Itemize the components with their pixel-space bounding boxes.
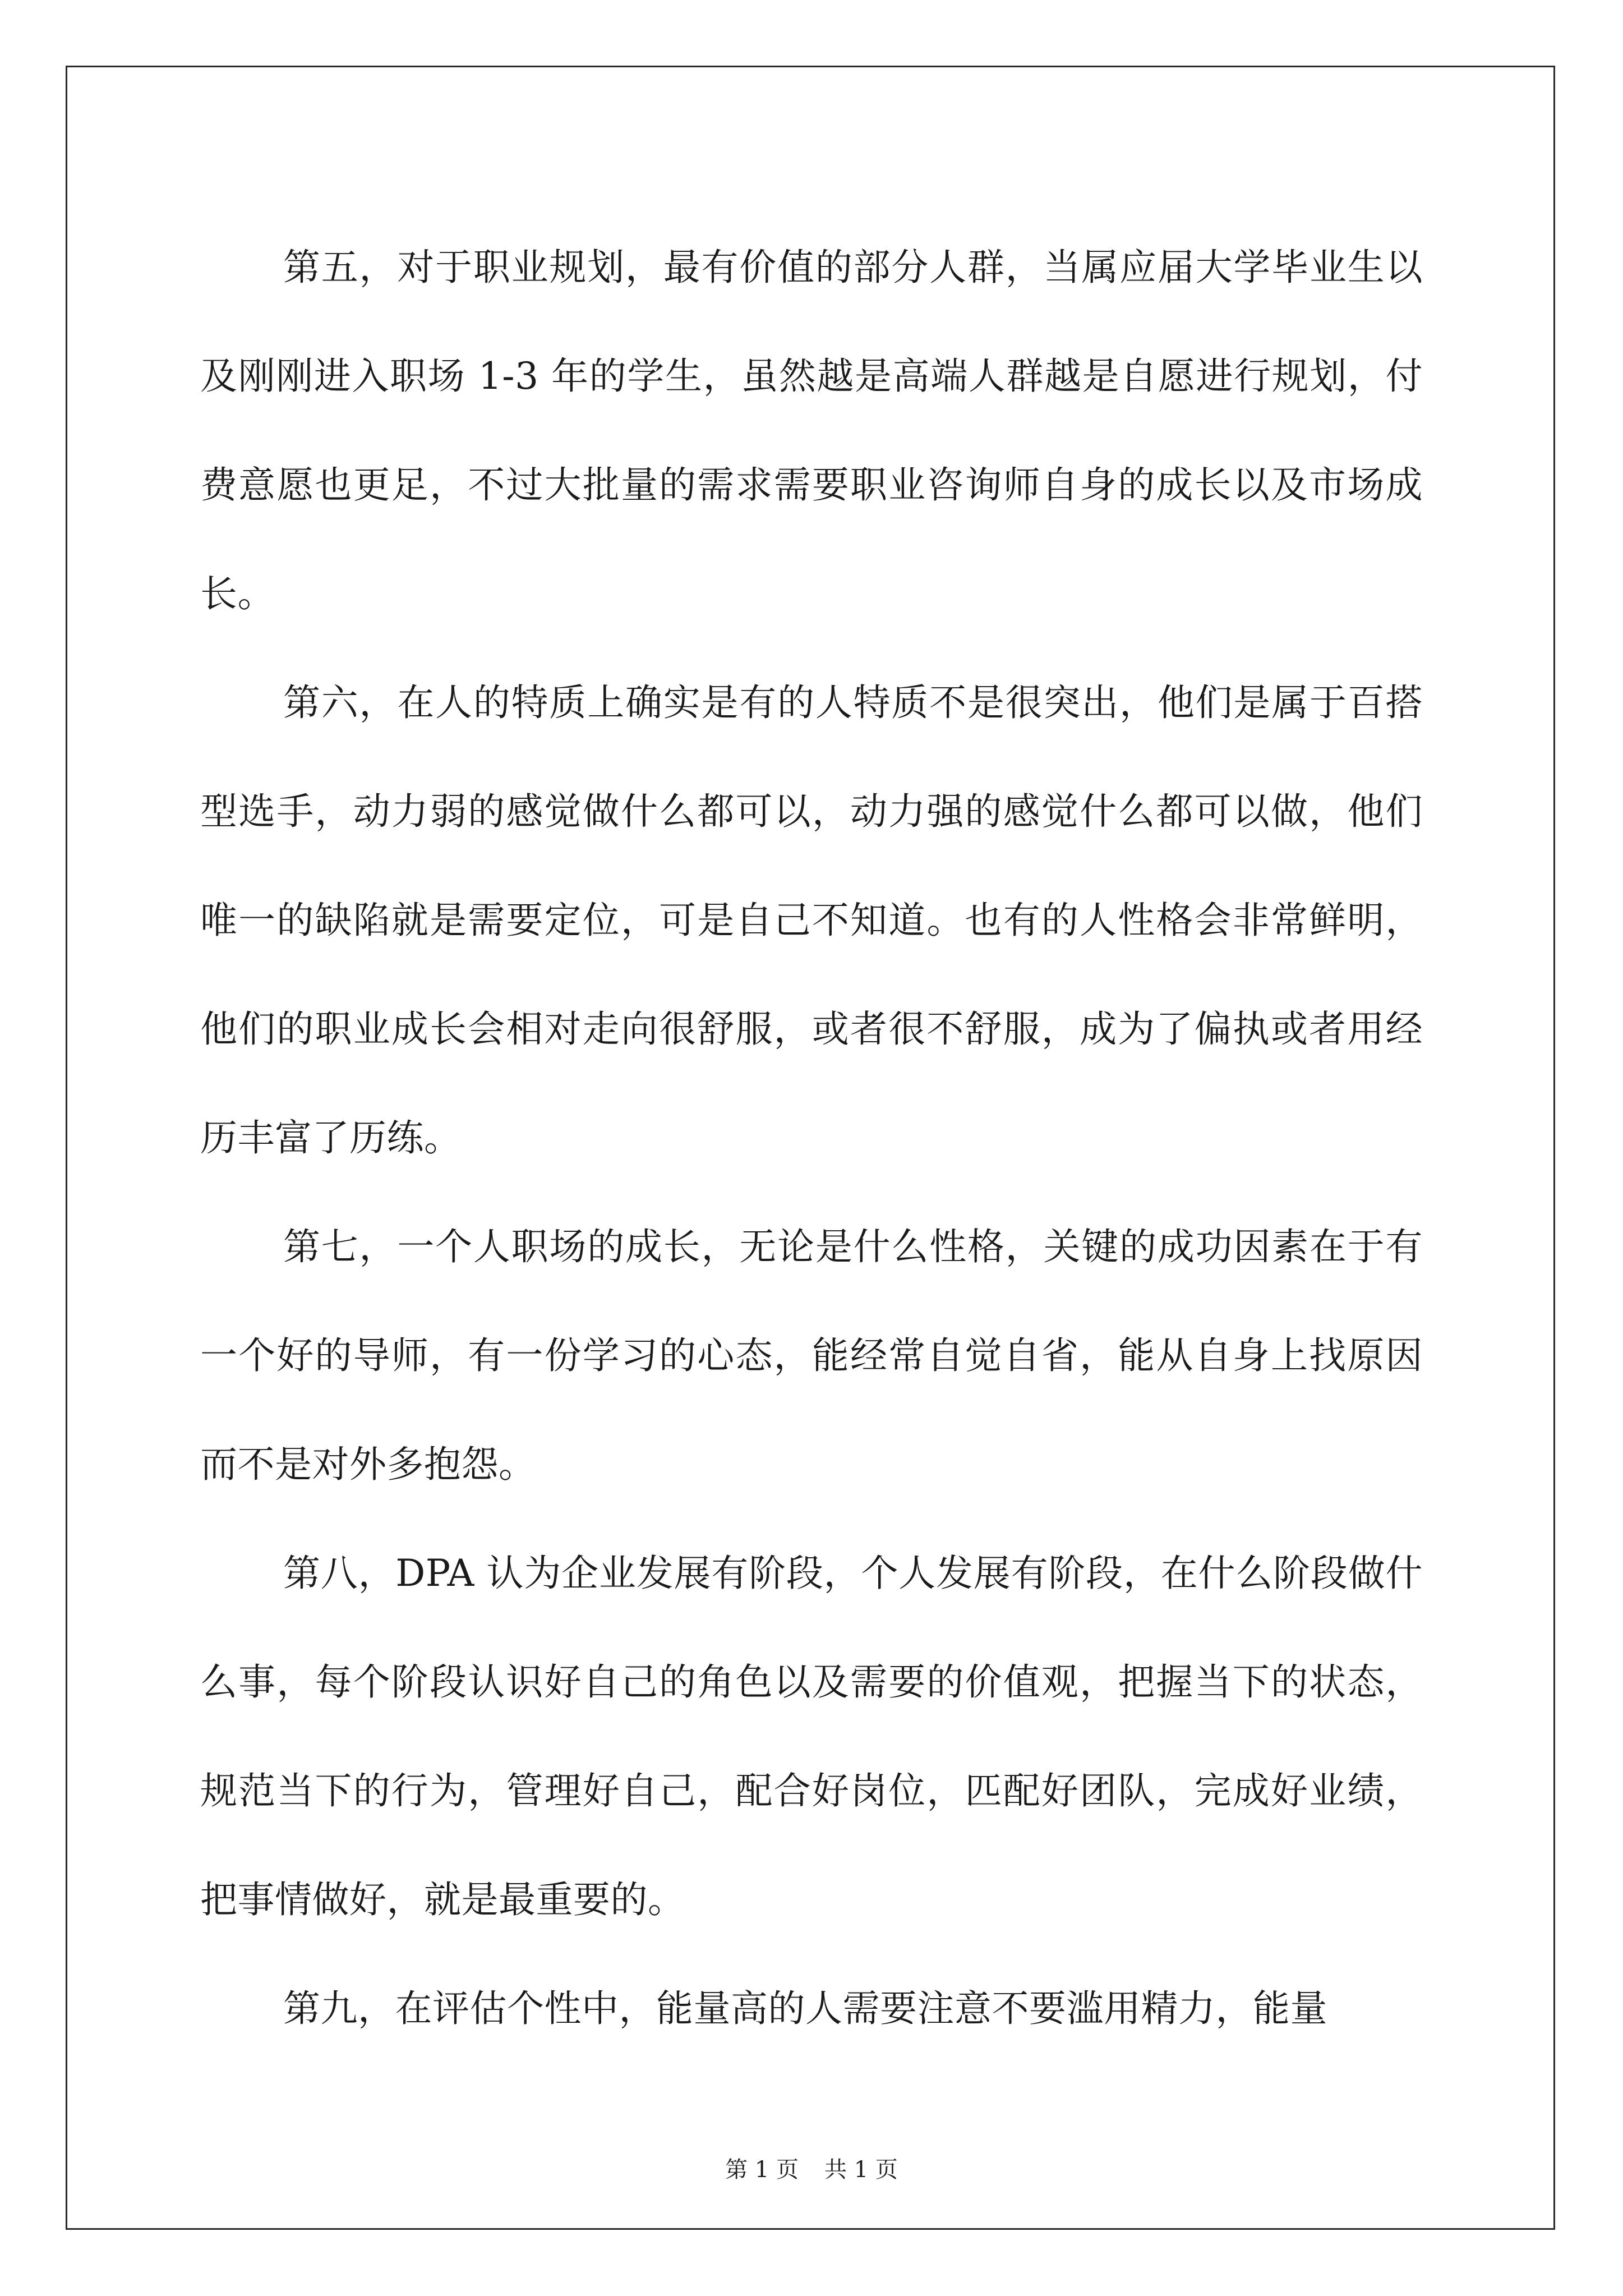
document-body <box>200 213 1423 2063</box>
paragraph-5: 第五，对于职业规划，最有价值的部分人群，当属应届大学毕业生以及刚刚进入职场 1-3 年的学生，虽然越是高端人群越是自愿进行规划，付费意愿也更足，不过大批量的需求需要职业咨询师自身的成长以及市场成长。 <box>200 246 1423 615</box>
paragraph-7: 第七，一个人职场的成长，无论是什么性格，关键的成功因素在于有一个好的导师，有一份学习的心态，能经常自觉自省，能从自身上找原因而不是对外多抱怨。 <box>200 1225 1423 1486</box>
paragraph-6: 第六，在人的特质上确实是有的人特质不是很突出，他们是属于百搭型选手，动力弱的感觉做什么都可以，动力强的感觉什么都可以做，他们唯一的缺陷就是需要定位，可是自己不知道。也有的人性格会非常鲜明，他们的职业成长会相对走向很舒服，或者很不舒服，成为了偏执或者用经历丰富了历练。 <box>200 681 1423 1159</box>
paragraph-9: 第九，在评估个性中，能量高的人需要注意不要滥用精力，能量 <box>283 1987 1327 2030</box>
paragraph-8: 第八，DPA 认为企业发展有阶段，个人发展有阶段，在什么阶段做什么事，每个阶段认识好自己的角色以及需要的价值观，把握当下的状态，规范当下的行为，管理好自己，配合好岗位，匹配好团队，完成好业绩，把事情做好，就是最重要的。 <box>200 1552 1423 1921</box>
page-footer <box>0 2153 1623 2187</box>
page-total: 共 1 页 <box>824 2157 898 2183</box>
page-number: 第 1 页 <box>725 2157 799 2183</box>
